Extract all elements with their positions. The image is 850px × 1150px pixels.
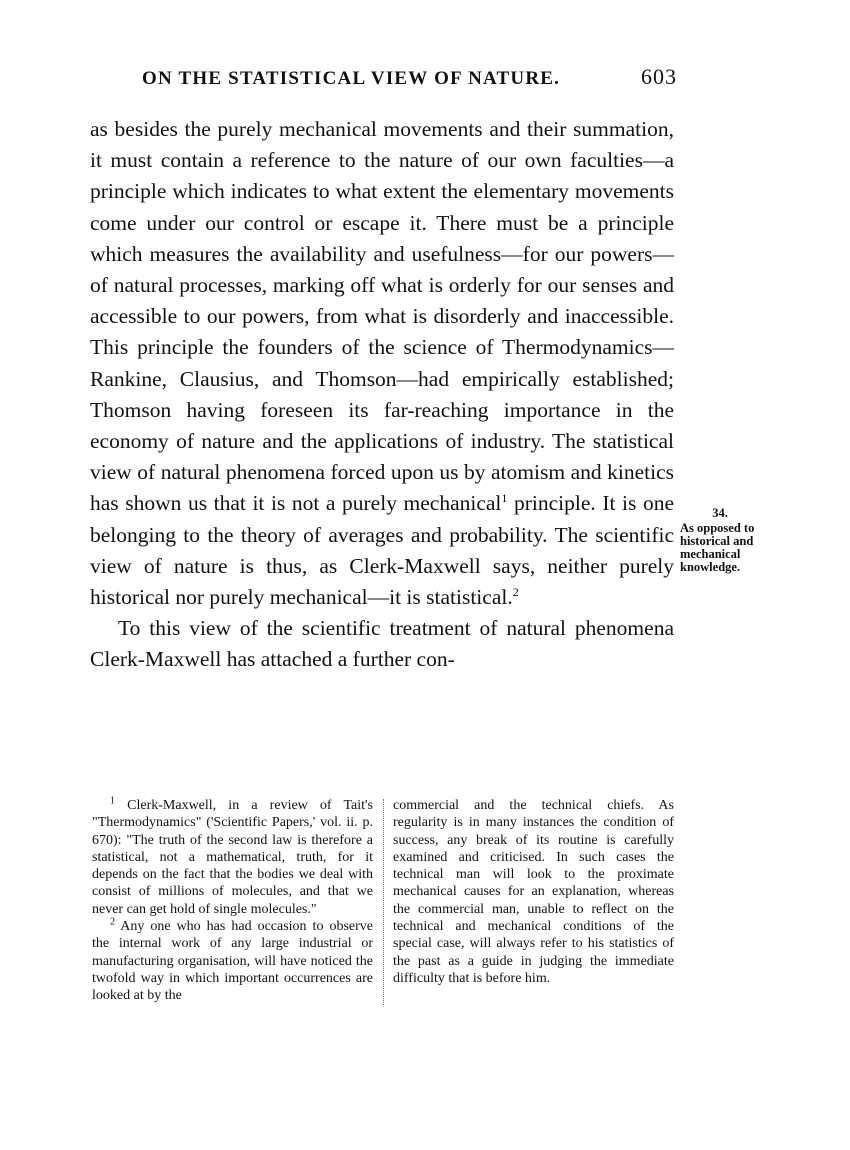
footnote-text: Clerk-Maxwell, in a review of Tait's "Thermodynamics" ('Scientific Papers,' vol. ii. p. 670): "The truth of the second law is therefore a statistical, not a mathematical, truth, for it depends on the fact that the bodies we deal with consist of millions of molecules, and that we never can get hold of single molecules.": [92, 798, 373, 917]
footnote-column-left: [92, 797, 373, 1005]
running-title: ON THE STATISTICAL VIEW OF NATURE.: [142, 68, 561, 89]
page-number: 603: [641, 64, 677, 89]
footnote-marker: 2: [110, 916, 115, 928]
footnote-marker: 1: [110, 795, 115, 807]
footnote-text: Any one who has had occasion to observe the internal work of any large industrial or manufacturing organisation, will have noticed the twofold way in which important occurrences are looked at by the: [92, 919, 373, 1004]
paragraph: [90, 114, 674, 613]
footnote-ref: 1: [501, 491, 508, 506]
footnotes: [92, 797, 674, 1005]
paragraph: To this view of the scientific treatment of natural phenomena Clerk-Maxwell has attached a further con-: [90, 616, 674, 672]
paragraph-text: principle. It is one belonging to the theory of averages and probability. The scientific view of nature is thus, as Clerk-Maxwell says, neither purely historical nor purely mechanical—it is statistical.: [90, 491, 674, 610]
footnote-2: [92, 918, 373, 1004]
footnote-ref: 2: [512, 584, 519, 599]
column-divider: [383, 799, 384, 1005]
footnote-1: [92, 797, 373, 918]
footnote-2-continued: commercial and the technical chiefs. As regularity is in many instances the condition of success, any break of its routine is carefully examined and criticised. In such cases the technical man will look to the proximate mechanical causes for an explanation, whereas the commercial man, unable to reflect on the technical and mechanical conditions of the special case, will always refer to his statistics of the past as a guide in judging the immediate difficulty that is before him.: [393, 798, 674, 986]
main-text: [90, 114, 674, 676]
margin-note-text: As opposed to historical and mechanical knowledge.: [680, 521, 755, 574]
footnote-column-right: [393, 797, 674, 1005]
paragraph-text: as besides the purely mechanical movements and their summation, it must contain a reference to the nature of our own faculties—a principle which indicates to what extent the elementary movements come under our control or escape it. There must be a principle which measures the availability and usefulness—for our powers—of natural processes, marking off what is orderly for our senses and accessible to our powers, from what is disorderly and inaccessible. This principle the founders of the science of Thermodynamics—Rankine, Clausius, and Thomson—had empirically established; Thomson having foreseen its far-reaching importance in the economy of nature and the applications of industry. The statistical view of natural phenomena forced upon us by atomism and kinetics has shown us that it is not a purely mechanical: [90, 117, 674, 516]
running-header: [142, 64, 677, 90]
margin-note: [680, 507, 770, 574]
margin-note-number: 34.: [712, 506, 728, 520]
